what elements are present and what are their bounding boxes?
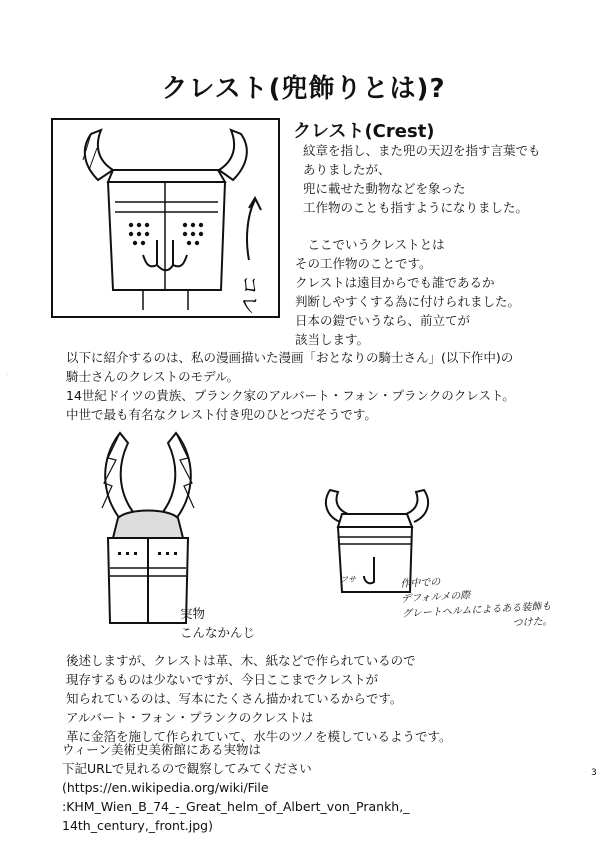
page-number: 3 bbox=[591, 768, 597, 778]
deformation-note: 作中での デフォルメの際 グレートヘルムによるある装飾も つけた。 bbox=[400, 576, 553, 635]
arrow-label: コレ bbox=[238, 275, 262, 315]
crest-subheading: クレスト(Crest) bbox=[293, 121, 435, 142]
explanation-paragraph: ここでいうクレストとは その工作物のことです。 クレストは遠目からでも誰であるか 判断しやすくする為に付けられました。 日本の鎧でいうなら、前立てが 該当します。 bbox=[295, 237, 521, 347]
introduction-below-paragraph: 以下に紹介するのは、私の漫画描いた漫画「おとなりの騎士さん」(以下作中)の 騎士さんのクレストのモデル。 14世紀ドイツの貴族、プランク家のアルバート・フォン・プランクのクレスト。 中世で最も有名なクレスト付き兜のひとつだそうです。 bbox=[66, 350, 515, 422]
materials-paragraph: 後述しますが、クレストは革、木、紙などで作られているので 現存するものは少ないですが、今日ここまでクレストが 知られているのは、写本にたくさん描かれているからです。 アルバート・フォン・プランクのクレストは 革に金箔を施して作られていて、水牛のツノを模しているようです。 bbox=[66, 653, 452, 744]
arrow-icon bbox=[247, 198, 261, 260]
margin-dot: · bbox=[6, 372, 8, 379]
real-crest-caption: 実物 こんなかんじ bbox=[180, 606, 256, 640]
tassel-label: フサ bbox=[340, 575, 356, 584]
intro-paragraph: 紋章を指し、また兜の天辺を指す言葉でも ありましたが、 兜に載せた動物などを象った 工作物のことも指すようになりました。 bbox=[303, 143, 541, 215]
illustration-panel bbox=[51, 118, 280, 318]
helmet-crest-illustration bbox=[53, 120, 278, 316]
source-paragraph: ウィーン美術史美術館にある実物は 下記URLで見れるので観察してみてください (https://en.wikipedia.org/wiki/File :KHM_Wien_B_74_-_Great_helm_of_Albert_von_Prankh,_ 14th_century,_front.jpg) bbox=[62, 742, 410, 833]
page-title: クレスト(兜飾りとは)? bbox=[161, 74, 446, 104]
